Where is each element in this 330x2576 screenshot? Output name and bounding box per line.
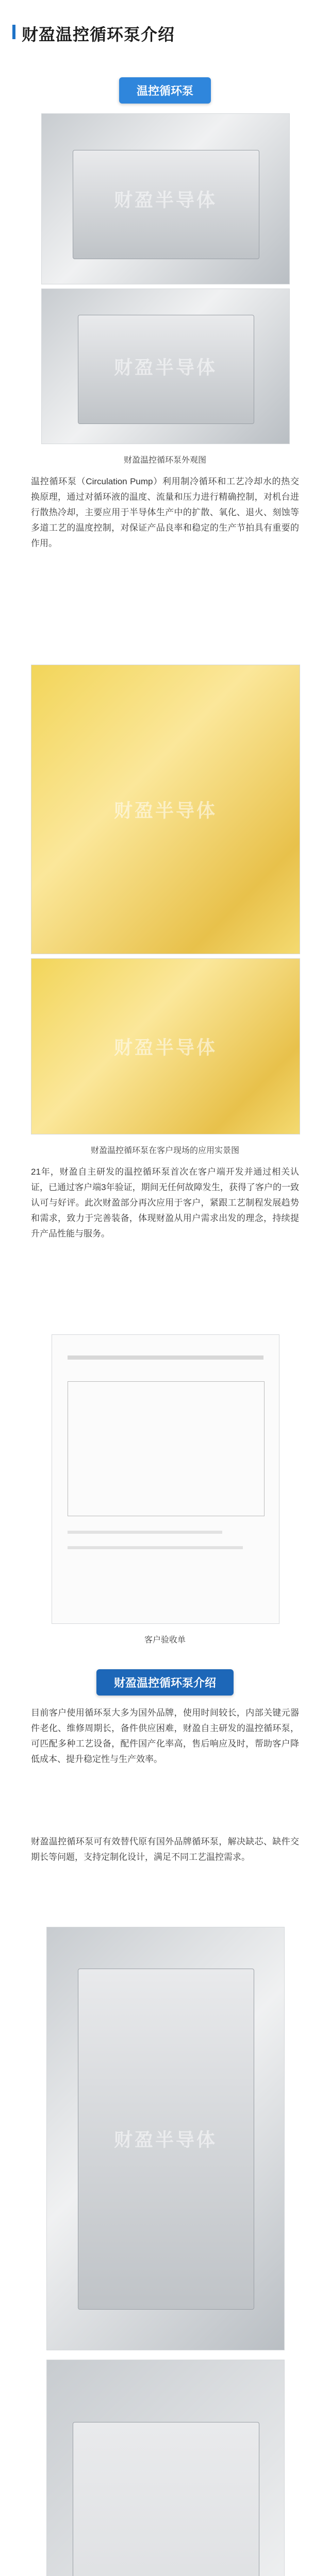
watermark: 财盈半导体: [113, 357, 217, 378]
acceptance-document-photo: [52, 1334, 279, 1624]
doc-caption: 客户验收单: [144, 1636, 186, 1645]
fab-photo-2: [31, 958, 300, 1134]
doc-table: [68, 1381, 265, 1516]
pump-history-text: 21年，财盈自主研发的温控循环泵首次在客户端开发并通过相关认证，已通过客户端3年验证，期间无任何故障发生，获得了客户的一致认可与好评。此次财盈部分再次应用于客户，紧跟工艺制程发展趋势和需求，致力于完善装备，体现财盈从用户需求出发的理念，持续提升产品性能与服务。: [31, 1167, 299, 1239]
watermark: 财盈半导体: [113, 189, 217, 211]
section-heading-case: 财盈温控循环泵介绍: [96, 1669, 234, 1696]
section-heading-pump: 温控循环泵: [119, 77, 211, 104]
pump-intro-text: 温控循环泵（Circulation Pump）利用制冷循环和工艺冷却水的热交换原理，通过对循环液的温度、流量和压力进行精确控制，对机台进行散热冷却，主要应用于半导体生产中的扩散、氧化、退火、刻蚀等多道工艺的温度控制，对保证产品良率和稳定的生产节拍具有重要的作用。: [31, 477, 299, 548]
watermark: 财盈半导体: [113, 2129, 217, 2150]
watermark: 财盈半导体: [113, 800, 217, 821]
pump-photo-top: [41, 113, 290, 284]
fab-photo-1: [31, 665, 300, 954]
watermark: 财盈半导体: [113, 1037, 217, 1058]
case-intro-text: 目前客户使用循环泵大多为国外品牌，使用时间较长，内部关键元器件老化、维修周期长，备件供应困难，财盈自主研发的温控循环泵，可匹配多种工艺设备，配件国产化率高，售后响应及时，帮助客户降低成本、提升稳定性与生产效率。: [31, 1708, 299, 1764]
title-accent-bar: [12, 25, 15, 39]
cabinet-open-illustration: [73, 2422, 259, 2576]
doc-line: [68, 1531, 222, 1534]
pump-photo-front: [41, 289, 290, 444]
page-header: [0, 0, 330, 62]
pump-photo-caption: 财盈温控循环泵外观图: [123, 456, 206, 465]
doc-line: [68, 1546, 243, 1549]
fab-photo-caption: 财盈温控循环泵在客户现场的应用实景图: [90, 1146, 239, 1155]
page-title: 财盈温控循环泵介绍: [22, 25, 175, 44]
doc-line: [68, 1355, 263, 1360]
case-note-text: 财盈温控循环泵可有效替代原有国外品牌循环泵，解决缺芯、缺件交期长等问题，支持定制化设计，满足不同工艺温控需求。: [31, 1837, 299, 1862]
product-photo-2: [46, 2360, 285, 2576]
product-photo-1: [46, 1927, 285, 2350]
